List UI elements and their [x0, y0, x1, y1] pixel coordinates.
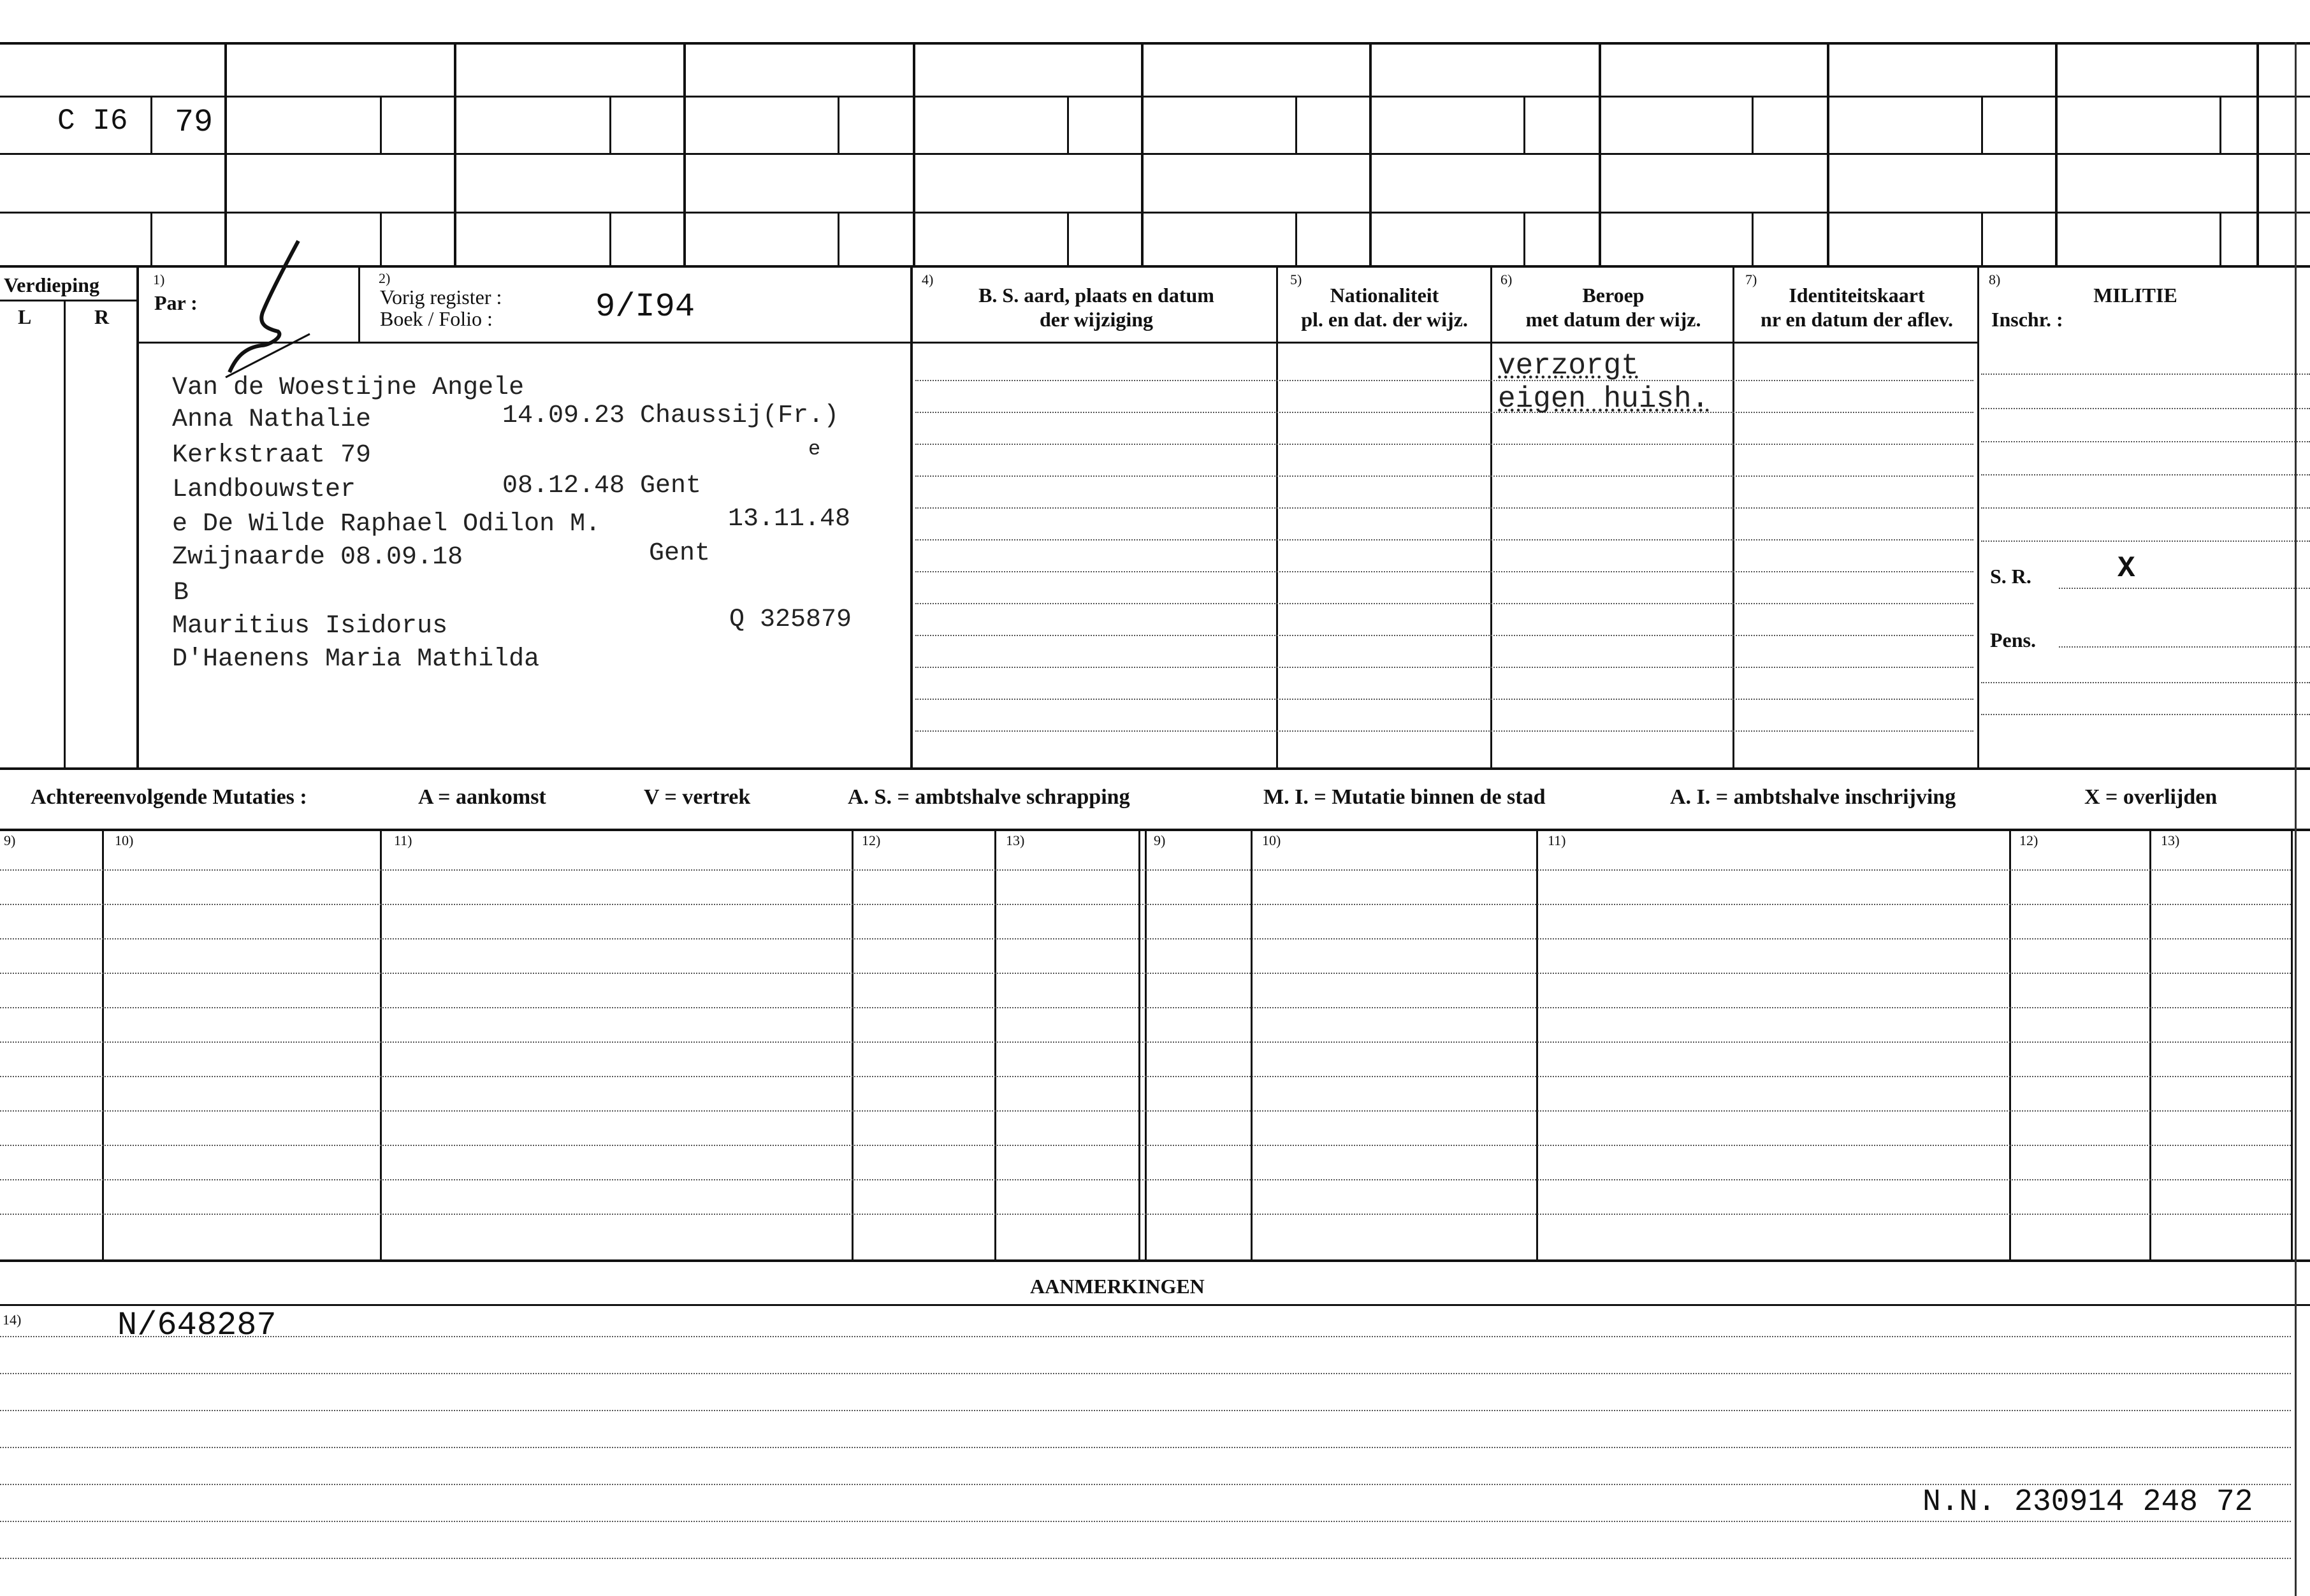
person-line-4b: 08.12.48 Gent: [502, 472, 702, 500]
floor-r-label: R: [94, 305, 110, 328]
mutatie-a: A = aankomst: [418, 785, 546, 809]
col-10-label: 10): [115, 832, 134, 848]
mutaties-title: Achtereenvolgende Mutaties :: [31, 785, 307, 809]
person-line-5b: 13.11.48: [728, 505, 851, 533]
aanmerkingen-title: AANMERKINGEN: [1030, 1275, 1205, 1298]
note-5: 5): [1290, 272, 1302, 287]
nationaliteit-line1: Nationaliteit: [1330, 284, 1439, 307]
pens-label: Pens.: [1990, 628, 2036, 651]
sr-label: S. R.: [1990, 565, 2031, 588]
beroep-value-1: verzorgt: [1498, 349, 1639, 382]
person-line-3b: e: [808, 437, 821, 461]
beroep-value-2: eigen huish.: [1498, 382, 1710, 416]
reference-number: 79: [175, 105, 214, 141]
vorig-register-value: 9/I94: [595, 288, 695, 326]
col-9b-label: 9): [1154, 832, 1166, 848]
handwritten-link-line: [223, 331, 312, 382]
sr-value: X: [2118, 552, 2135, 585]
beroep-line2: met datum der wijz.: [1525, 308, 1701, 331]
mutatie-as: A. S. = ambtshalve schrapping: [848, 785, 1130, 809]
col-12b-label: 12): [2019, 832, 2038, 848]
person-line-7: B: [173, 579, 189, 607]
bs-header: [918, 283, 1275, 331]
person-line-2b: 14.09.23 Chaussij(Fr.): [502, 402, 839, 430]
col-13-label: 13): [1006, 832, 1025, 848]
national-number: N.N. 230914 248 72: [1922, 1485, 2253, 1520]
col-12-label: 12): [862, 832, 881, 848]
col-9-label: 9): [4, 832, 16, 848]
nationaliteit-header: [1277, 283, 1492, 331]
vorig-register-label: Vorig register :: [380, 286, 502, 308]
par-label: Par :: [154, 291, 198, 314]
col-11b-label: 11): [1548, 832, 1566, 848]
person-line-3a: Kerkstraat 79: [172, 441, 372, 470]
mutatie-v: V = vertrek: [644, 785, 751, 809]
aanmerking-code: N/648287: [117, 1307, 277, 1344]
beroep-line1: Beroep: [1582, 284, 1645, 307]
note-8: 8): [1989, 272, 2001, 287]
floor-l-label: L: [18, 305, 32, 328]
person-line-2a: Anna Nathalie: [172, 405, 372, 434]
mutatie-ai: A. I. = ambtshalve inschrijving: [1670, 785, 1956, 809]
reference-letters: C I6: [57, 105, 128, 138]
note-6: 6): [1500, 272, 1513, 287]
mutatie-mi: M. I. = Mutatie binnen de stad: [1263, 785, 1546, 809]
person-line-4a: Landbouwster: [172, 475, 356, 504]
mutatie-x: X = overlijden: [2084, 785, 2218, 809]
col-11-label: 11): [394, 832, 412, 848]
boek-folio-label: Boek / Folio :: [380, 307, 493, 330]
person-line-1: Van de Woestijne Angele: [172, 374, 525, 402]
inschr-label: Inschr. :: [1991, 308, 2063, 331]
identiteitskaart-line1: Identiteitskaart: [1789, 284, 1925, 307]
bs-header-line1: B. S. aard, plaats en datum: [978, 284, 1214, 307]
person-line-8b: Q 325879: [729, 606, 852, 634]
note-2: 2): [379, 270, 391, 286]
person-line-6a: Zwijnaarde 08.09.18: [172, 543, 463, 572]
note-4: 4): [922, 272, 934, 287]
beroep-header: [1492, 283, 1735, 331]
person-line-6b: Gent: [649, 539, 711, 568]
militie-header: MILITIE: [2093, 284, 2177, 307]
bs-header-line2: der wijziging: [1039, 308, 1154, 331]
note-1: 1): [153, 272, 165, 287]
col-10b-label: 10): [1262, 832, 1281, 848]
note-14: 14): [3, 1312, 22, 1328]
verdieping-label: Verdieping: [4, 273, 99, 296]
nationaliteit-line2: pl. en dat. der wijz.: [1301, 308, 1468, 331]
col-13b-label: 13): [2161, 832, 2180, 848]
note-7: 7): [1745, 272, 1757, 287]
person-line-5a: e De Wilde Raphael Odilon M.: [172, 510, 601, 539]
person-line-8a: Mauritius Isidorus: [172, 612, 448, 641]
identiteitskaart-line2: nr en datum der aflev.: [1761, 308, 1953, 331]
identiteitskaart-header: [1735, 283, 1979, 331]
person-line-9: D'Haenens Maria Mathilda: [172, 645, 540, 674]
